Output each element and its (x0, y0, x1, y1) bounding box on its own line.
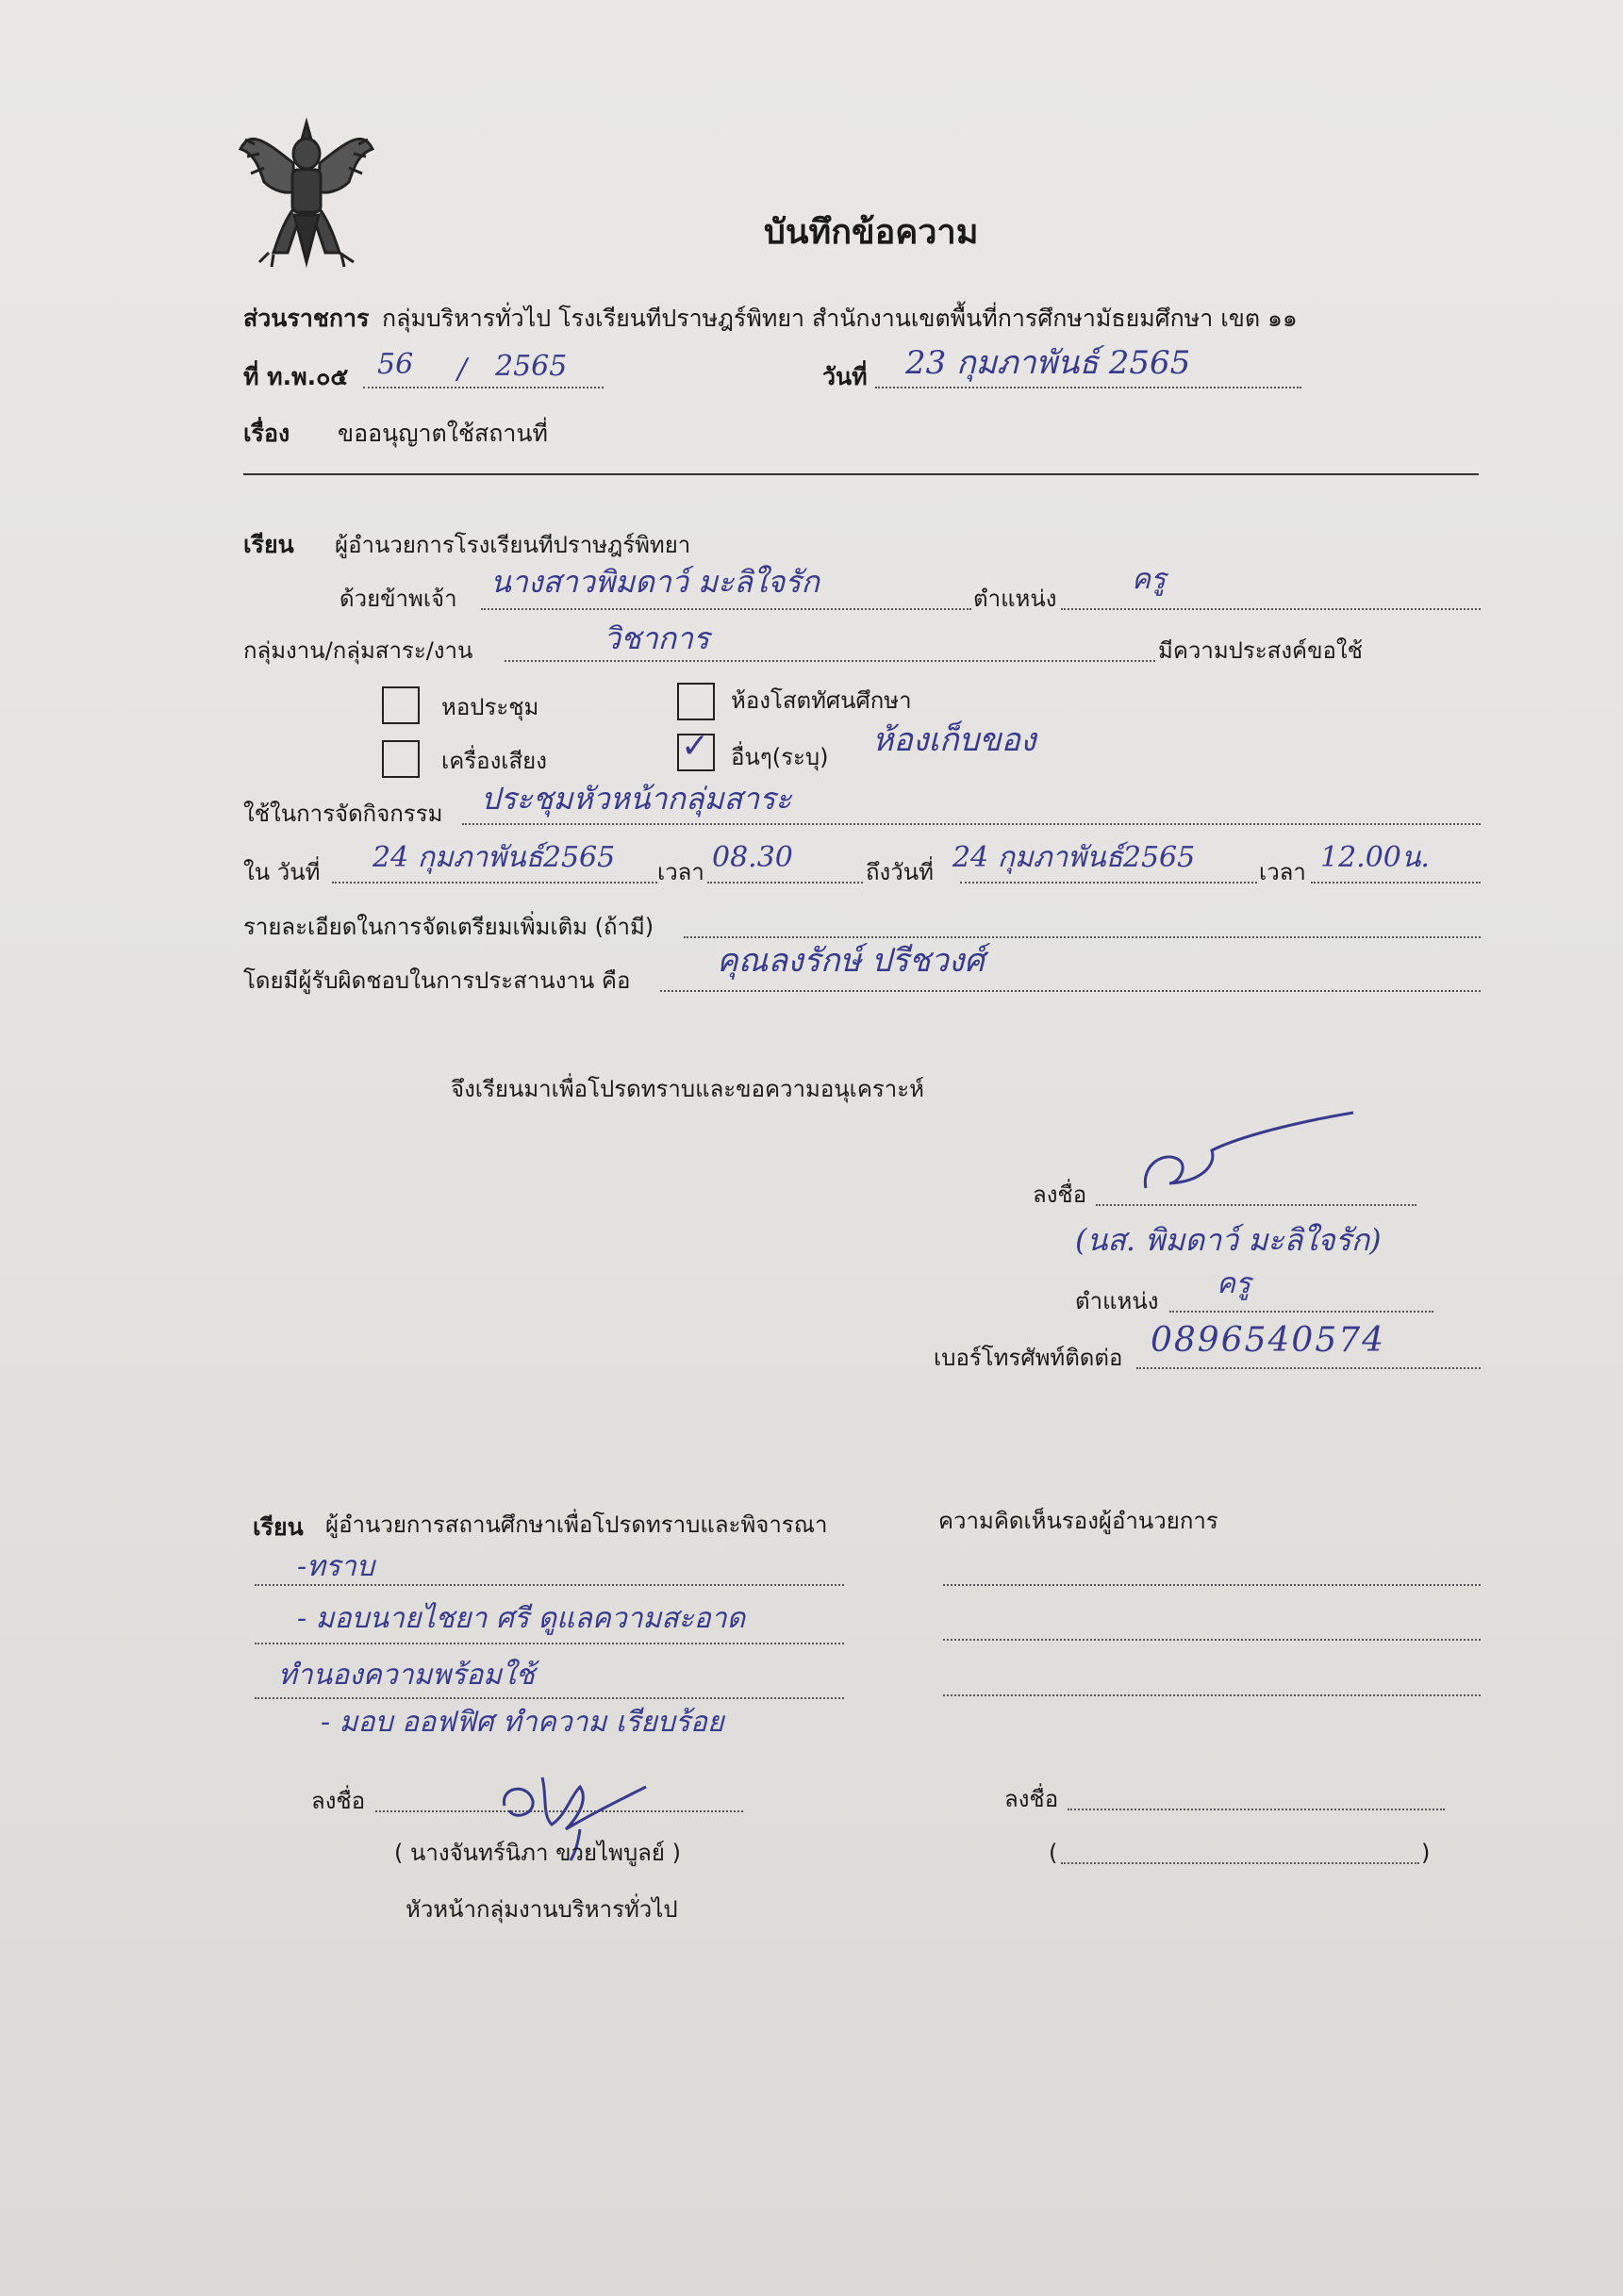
position-value: ครู (1132, 563, 1167, 596)
garuda-emblem-icon (236, 111, 377, 272)
activity-label: ใช้ในการจัดกิจกรรม (243, 801, 443, 827)
phone-label: เบอร์โทรศัพท์ติดต่อ (934, 1345, 1123, 1371)
checkmark-icon: ✓ (681, 727, 710, 766)
approval-sign-title: หัวหน้ากลุ่มงานบริหารทั่วไป (406, 1896, 678, 1923)
approval-to-label: เรียน (253, 1513, 304, 1541)
date-label: วันที่ (822, 363, 868, 390)
time1-value: 08.30 (712, 841, 793, 874)
deputy-paren-open: ( (1049, 1840, 1058, 1866)
date-dotline (875, 387, 1301, 388)
name-label: ด้วยข้าพเจ้า (340, 586, 457, 612)
from-date-value: 24 กุมภาพันธ์2565 (373, 841, 616, 874)
group-dotline (505, 660, 1155, 662)
header-divider (243, 473, 1479, 475)
approval-note-2: - มอบนายไชยา ศรี ดูแลความสะอาด (297, 1602, 746, 1635)
time2-dotline (1311, 882, 1481, 884)
group-value: วิชาการ (604, 620, 710, 656)
sign-name: (นส. พิมดาว์ มะลิใจรัก) (1075, 1222, 1382, 1258)
sign-position-value: ครู (1217, 1267, 1251, 1300)
phone-dotline (1136, 1367, 1481, 1369)
name-value: นางสาวพิมดาว์ มะลิใจรัก (490, 564, 820, 600)
checkbox-auditorium-label: หอประชุม (441, 694, 539, 720)
to-value: ผู้อำนวยการโรงเรียนทีปราษฎร์พิทยา (335, 532, 691, 558)
sign-dotline (1096, 1204, 1416, 1206)
group-label: กลุ่มงาน/กลุ่มสาระ/งาน (243, 637, 473, 664)
checkbox-auditorium[interactable] (382, 686, 420, 724)
deputy-dotline-2 (943, 1639, 1481, 1641)
deputy-heading: ความคิดเห็นรองผู้อำนวยการ (938, 1508, 1218, 1534)
checkbox-other-label: อื่นๆ(ระบุ) (731, 744, 829, 770)
agency-value: กลุ่มบริหารทั่วไป โรงเรียนทีปราษฎร์พิทยา สำนักงานเขตพื้นที่การศึกษามัธยมศึกษา เขต ๑๑ (382, 305, 1298, 332)
memo-title: บันทึกข้อความ (764, 213, 979, 252)
approval-to-value: ผู้อำนวยการสถานศึกษาเพื่อโปรดทราบและพิจารณา (325, 1511, 828, 1538)
checkbox-sound-system-label: เครื่องเสียง (441, 748, 547, 774)
deputy-sign-label: ลงชื่อ (1004, 1786, 1059, 1812)
purpose-label: มีความประสงค์ขอใช้ (1158, 637, 1363, 664)
approval-dotline-1 (255, 1584, 844, 1586)
ref-label: ที่ ท.พ.๐๕ (243, 363, 349, 390)
ref-sep: / (457, 353, 468, 386)
approval-sign-name: ( นางจันทร์นิภา ขวยไพบูลย์ ) (394, 1840, 681, 1866)
closing-text: จึงเรียนมาเพื่อโปรดทราบและขอความอนุเคราะห์ (451, 1076, 924, 1102)
sign-position-label: ตำแหน่ง (1075, 1288, 1159, 1314)
approval-note-4: - มอบ ออฟฟิศ ทำความ เรียบร้อย (321, 1706, 724, 1739)
coordinator-dotline (660, 990, 1481, 992)
phone-value: 0896540574 (1151, 1321, 1386, 1360)
checkbox-av-room[interactable] (677, 683, 715, 720)
name-dotline (481, 608, 971, 610)
approval-note-3: ทำนองความพร้อมใช้ (278, 1659, 536, 1692)
details-dotline (684, 936, 1481, 938)
sign-label: ลงชื่อ (1033, 1181, 1087, 1208)
time1-label: เวลา (657, 859, 704, 885)
approval-dotline-2 (255, 1643, 844, 1644)
approval-dotline-3 (255, 1697, 844, 1699)
date-value: 23 กุมภาพันธ์ 2565 (905, 344, 1191, 382)
approval-sign-label: ลงชื่อ (311, 1788, 366, 1814)
to-label: เรียน (243, 531, 294, 558)
requester-signature-icon (1127, 1108, 1363, 1202)
time2-label: เวลา (1259, 859, 1306, 885)
from-date-dotline (332, 882, 657, 884)
other-value: ห้องเก็บของ (872, 721, 1036, 759)
ref-number: 56 (377, 348, 414, 381)
subject-label: เรื่อง (243, 420, 290, 447)
ref-year: 2565 (495, 350, 568, 383)
to-date-dotline (960, 882, 1257, 884)
approval-note-1: -ทราบ (297, 1550, 374, 1583)
deputy-paren-close: ) (1421, 1840, 1431, 1866)
from-date-label: ใน วันที่ (243, 859, 321, 885)
deputy-dotline-1 (943, 1584, 1481, 1586)
coordinator-value: คุณลงรักษ์ ปรีชวงศ์ (717, 942, 985, 980)
activity-value: ประชุมหัวหน้ากลุ่มสาระ (481, 781, 792, 817)
ref-dotline (363, 387, 604, 388)
coordinator-label: โดยมีผู้รับผิดชอบในการประสานงาน คือ (243, 967, 631, 994)
agency-label: ส่วนราชการ (243, 305, 370, 332)
deputy-dotline-3 (943, 1694, 1481, 1696)
details-label: รายละเอียดในการจัดเตรียมเพิ่มเติม (ถ้ามี) (243, 914, 654, 940)
to-date-label: ถึงวันที่ (866, 859, 934, 885)
deputy-name-dotline (1061, 1862, 1419, 1864)
checkbox-av-room-label: ห้องโสตทัศนศึกษา (731, 687, 912, 714)
deputy-sign-dotline (1068, 1809, 1445, 1810)
position-dotline (1061, 608, 1481, 610)
time2-value: 12.00น. (1320, 841, 1430, 874)
sign-position-dotline (1169, 1311, 1433, 1313)
time1-dotline (707, 882, 863, 884)
activity-dotline (462, 823, 1481, 825)
checkbox-sound-system[interactable] (382, 740, 420, 778)
to-date-value: 24 กุมภาพันธ์2565 (952, 841, 1196, 874)
position-label: ตำแหน่ง (973, 586, 1057, 612)
subject-value: ขออนุญาตใช้สถานที่ (338, 420, 548, 447)
